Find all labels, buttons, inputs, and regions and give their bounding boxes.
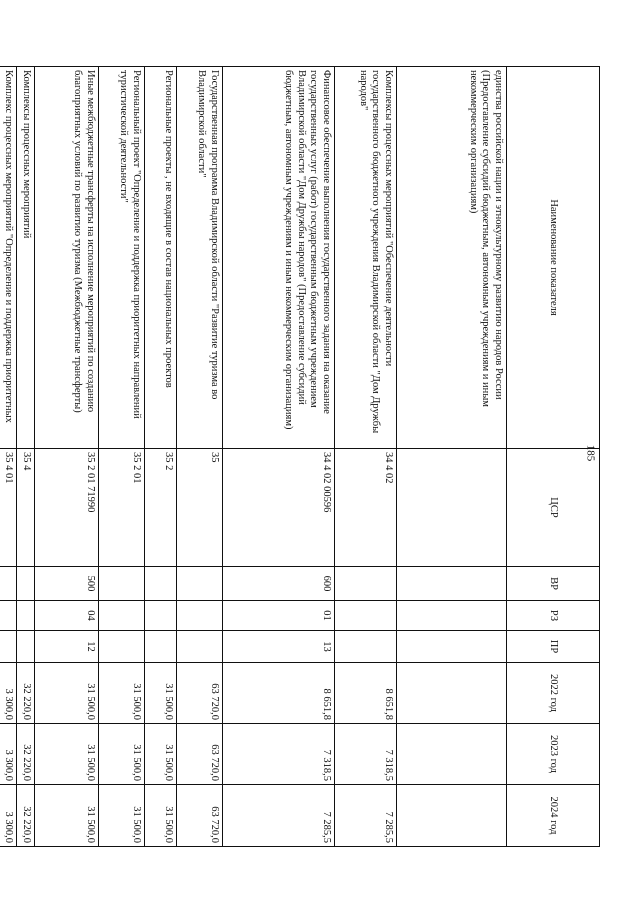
cell-csr: 35 bbox=[177, 449, 223, 567]
rotated-page-content bbox=[3, 66, 600, 846]
table-row bbox=[335, 67, 397, 847]
table-row bbox=[177, 67, 223, 847]
cell-2024: 32 220,0 bbox=[17, 785, 35, 847]
cell-2024 bbox=[397, 785, 507, 847]
cell-vr bbox=[177, 567, 223, 601]
cell-rz bbox=[177, 601, 223, 631]
cell-rz bbox=[397, 601, 507, 631]
cell-2023: 7 318,5 bbox=[223, 724, 335, 785]
cell-pr bbox=[397, 631, 507, 663]
cell-2022: 63 720,0 bbox=[177, 663, 223, 724]
cell-csr: 35 2 01 bbox=[99, 449, 145, 567]
cell-2023 bbox=[397, 724, 507, 785]
cell-2022: 31 500,0 bbox=[99, 663, 145, 724]
header-2023: 2023 год bbox=[507, 724, 600, 785]
cell-csr: 35 2 01 71990 bbox=[35, 449, 99, 567]
cell-2023: 63 720,0 bbox=[177, 724, 223, 785]
cell-name: Финансовое обеспечение выполнения государственного задания на оказание государственных услуг (работ) государственным бюджетным учреждением Владимирской области "Дом Дружбы народов" (Предоставление субсидий бюджетным, автономным учреждениям и иным некоммерческим организациям) bbox=[223, 67, 335, 449]
header-name: Наименование показателя bbox=[507, 67, 600, 449]
cell-name: Иные межбюджетные трансферты на исполнение мероприятий по созданию благоприятных условий по развитию туризма (Межбюджетные трансферты) bbox=[35, 67, 99, 449]
cell-2022: 31 500,0 bbox=[145, 663, 177, 724]
cell-2024: 7 285,5 bbox=[223, 785, 335, 847]
table-row bbox=[17, 67, 35, 847]
table-row bbox=[35, 67, 99, 847]
cell-2022: 8 651,8 bbox=[335, 663, 397, 724]
cell-pr: 12 bbox=[35, 631, 99, 663]
header-2022: 2022 год bbox=[507, 663, 600, 724]
cell-2023: 31 500,0 bbox=[99, 724, 145, 785]
cell-2024: 3 300,0 bbox=[0, 785, 17, 847]
cell-2022: 31 500,0 bbox=[35, 663, 99, 724]
page-number-text: 185 bbox=[584, 444, 596, 462]
cell-rz bbox=[335, 601, 397, 631]
cell-csr bbox=[397, 449, 507, 567]
cell-pr: 13 bbox=[223, 631, 335, 663]
header-pr: ПР bbox=[507, 631, 600, 663]
cell-2024: 63 720,0 bbox=[177, 785, 223, 847]
cell-2023: 3 300,0 bbox=[0, 724, 17, 785]
cell-pr bbox=[177, 631, 223, 663]
table-row bbox=[99, 67, 145, 847]
budget-table bbox=[0, 66, 600, 847]
cell-pr bbox=[145, 631, 177, 663]
cell-2022 bbox=[397, 663, 507, 724]
cell-2024: 31 500,0 bbox=[99, 785, 145, 847]
cell-csr: 35 2 bbox=[145, 449, 177, 567]
cell-pr bbox=[0, 631, 17, 663]
cell-vr bbox=[17, 567, 35, 601]
cell-pr bbox=[335, 631, 397, 663]
cell-vr bbox=[99, 567, 145, 601]
cell-csr: 35 4 bbox=[17, 449, 35, 567]
header-vr: ВР bbox=[507, 567, 600, 601]
cell-rz bbox=[0, 601, 17, 631]
cell-name: единства российской нации и этнокультурному развитию народов России (Предоставление субсидий бюджетным, автономным учреждениям и иным некоммерческим организациям) bbox=[397, 67, 507, 449]
cell-vr: 600 bbox=[223, 567, 335, 601]
cell-csr: 34 4 02 bbox=[335, 449, 397, 567]
cell-name: Региональные проекты , не входящие в состав национальных проектов bbox=[145, 67, 177, 449]
cell-rz bbox=[99, 601, 145, 631]
cell-2023: 32 220,0 bbox=[17, 724, 35, 785]
cell-vr bbox=[145, 567, 177, 601]
cell-name: Государственная программа Владимирской области "Развитие туризма во Владимирской области" bbox=[177, 67, 223, 449]
cell-name: Региональный проект "Определение и поддержка приоритетных направлений туристической деятельности" bbox=[99, 67, 145, 449]
cell-vr bbox=[0, 567, 17, 601]
cell-2023: 31 500,0 bbox=[145, 724, 177, 785]
cell-pr bbox=[17, 631, 35, 663]
table-header-row bbox=[507, 67, 600, 847]
cell-csr: 34 4 02 00596 bbox=[223, 449, 335, 567]
table-row bbox=[145, 67, 177, 847]
cell-2023: 31 500,0 bbox=[35, 724, 99, 785]
cell-rz bbox=[145, 601, 177, 631]
cell-2024: 31 500,0 bbox=[145, 785, 177, 847]
cell-2024: 31 500,0 bbox=[35, 785, 99, 847]
cell-vr bbox=[397, 567, 507, 601]
table-row bbox=[0, 67, 17, 847]
header-rz: РЗ bbox=[507, 601, 600, 631]
cell-vr bbox=[335, 567, 397, 601]
table-row bbox=[223, 67, 335, 847]
cell-2022: 8 651,8 bbox=[223, 663, 335, 724]
cell-rz bbox=[17, 601, 35, 631]
cell-csr: 35 4 01 bbox=[0, 449, 17, 567]
cell-rz: 01 bbox=[223, 601, 335, 631]
cell-rz: 04 bbox=[35, 601, 99, 631]
cell-vr: 500 bbox=[35, 567, 99, 601]
cell-name: Комплексы процессных мероприятий "Обеспечение деятельности государственного бюджетного учреждения Владимирской области "Дом Дружбы народов" bbox=[335, 67, 397, 449]
cell-name: Комплексы процессных мероприятий bbox=[17, 67, 35, 449]
cell-2024: 7 285,5 bbox=[335, 785, 397, 847]
table-row bbox=[397, 67, 507, 847]
header-csr: ЦСР bbox=[507, 449, 600, 567]
cell-name: Комплекс процессных мероприятий "Определение и поддержка приоритетных bbox=[0, 67, 17, 449]
cell-2022: 3 300,0 bbox=[0, 663, 17, 724]
cell-2022: 32 220,0 bbox=[17, 663, 35, 724]
cell-pr bbox=[99, 631, 145, 663]
header-2024: 2024 год bbox=[507, 785, 600, 847]
cell-2023: 7 318,5 bbox=[335, 724, 397, 785]
